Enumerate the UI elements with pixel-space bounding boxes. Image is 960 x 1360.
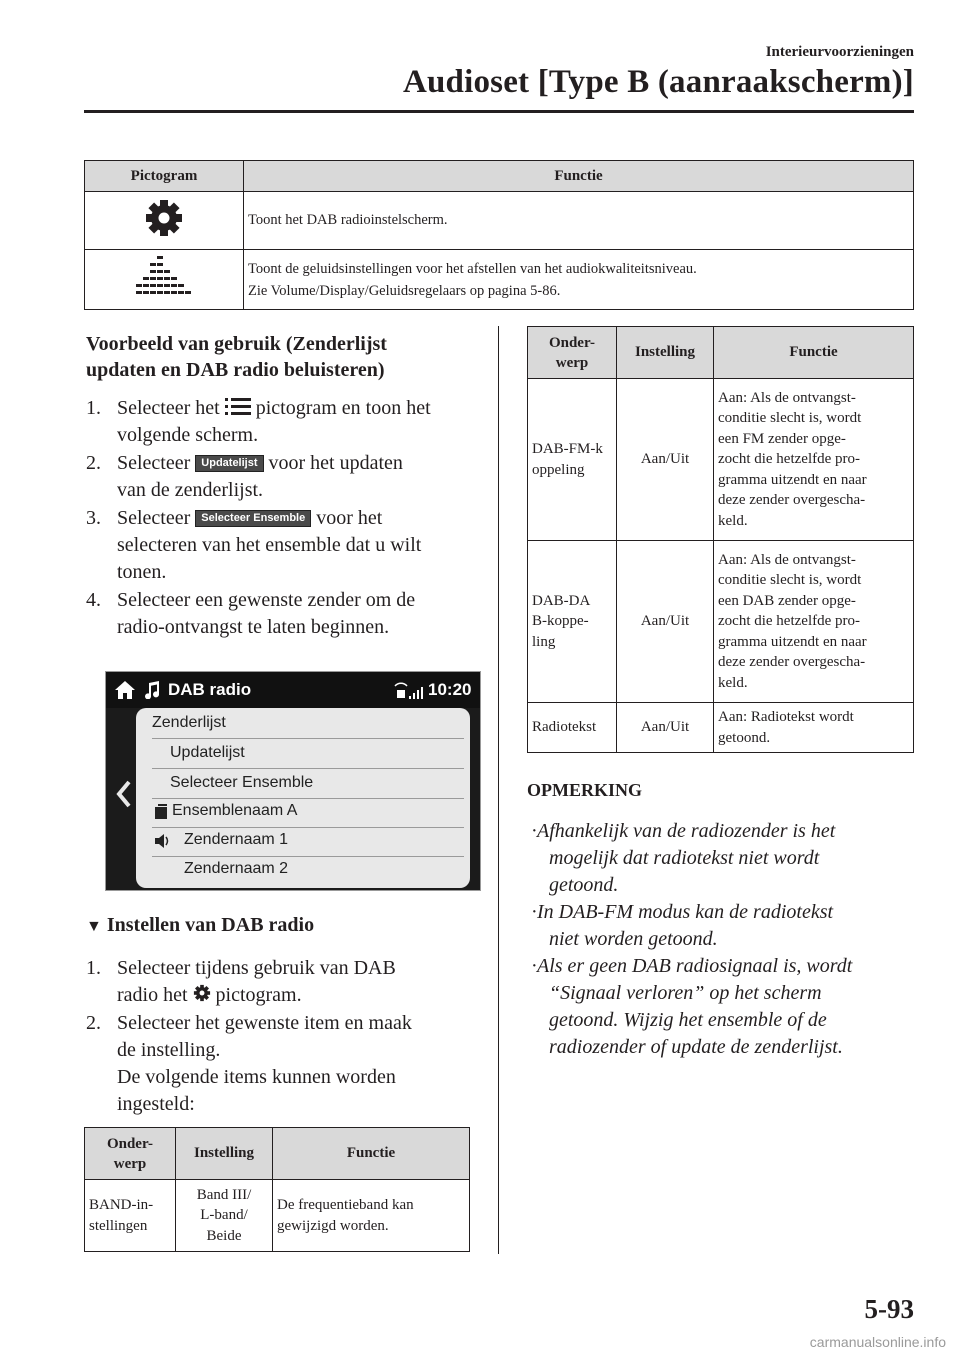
- screen-header: [106, 672, 480, 708]
- gear-icon-cell: [85, 192, 244, 250]
- example-heading: Voorbeeld van gebruik (Zenderlijst updaten en DAB radio beluisteren): [86, 333, 387, 381]
- step-number: 1.: [86, 957, 101, 979]
- screen-title: DAB radio: [168, 680, 252, 699]
- col-pictogram: Pictogram: [85, 161, 244, 192]
- speaker-icon: [154, 833, 172, 849]
- list-item-zender-1[interactable]: Zendernaam 1: [184, 831, 289, 848]
- note-item: · Afhankelijk van de radiozender is het mogelijk dat radiotekst niet wordt getoond.: [531, 820, 836, 896]
- page-title: Audioset [Type B (aanraakscherm)]: [402, 64, 914, 100]
- gear-icon: [144, 198, 184, 238]
- list-item-zender-2[interactable]: Zendernaam 2: [184, 860, 289, 877]
- functie-cell: Aan: Radiotekst wordt getoond.: [714, 703, 914, 753]
- functie-cell: Toont de geluidsinstellingen voor het afstellen van het audiokwaliteitsniveau. Zie Volume/Display/Geluidsregelaars op pagina 5-86.: [244, 250, 914, 310]
- instelling-cell: Aan/Uit: [617, 541, 714, 703]
- settings-heading: ▼ Instellen van DAB radio: [86, 914, 315, 936]
- step-2: Selecteer Updatelijst voor het updaten van de zenderlijst.: [117, 452, 403, 501]
- screen-time: 10:20: [428, 680, 472, 699]
- list-item-updatelijst[interactable]: Updatelijst: [170, 744, 245, 761]
- note-item: · Als er geen DAB radiosignaal is, wordt “Signaal verloren” op het scherm getoond. Wijzig het ensemble of de radiozender of update de zenderlijst.: [531, 955, 853, 1058]
- column-divider: [498, 326, 499, 1254]
- instelling-cell: Aan/Uit: [617, 379, 714, 541]
- note-title: OPMERKING: [527, 780, 642, 800]
- home-icon: [114, 680, 136, 700]
- col-onderwerp: Onder- werp: [528, 327, 617, 379]
- note-item: · In DAB-FM modus kan de radiotekst niet worden getoond.: [531, 901, 834, 950]
- onderwerp-cell: BAND-in- stellingen: [85, 1180, 176, 1252]
- back-chevron-icon[interactable]: [116, 780, 132, 808]
- step-3: Selecteer Selecteer Ensemble voor het selecteren van het ensemble dat u wilt tonen.: [117, 507, 422, 583]
- col-instelling: Instelling: [176, 1128, 273, 1180]
- col-instelling: Instelling: [617, 327, 714, 379]
- col-functie: Functie: [273, 1128, 470, 1180]
- onderwerp-cell: DAB-FM-k oppeling: [528, 379, 617, 541]
- col-onderwerp: Onder- werp: [85, 1128, 176, 1180]
- col-functie: Functie: [244, 161, 914, 192]
- equalizer-icon-cell: [85, 250, 244, 310]
- title-rule: [84, 110, 914, 113]
- dab-radio-screen: [105, 671, 481, 891]
- functie-cell: Toont het DAB radioinstelscherm.: [244, 192, 914, 250]
- updatelijst-button: Updatelijst: [195, 455, 263, 472]
- onderwerp-cell: Radiotekst: [528, 703, 617, 753]
- signal-icon: [394, 678, 424, 702]
- list-icon: [225, 396, 251, 416]
- equalizer-icon: [136, 254, 192, 300]
- step-number: 2.: [86, 1012, 101, 1034]
- band-settings-table: [84, 1127, 470, 1252]
- step-1: Selecteer het pictogram en toon het volgende scherm.: [117, 397, 431, 446]
- dab-settings-table: [527, 326, 914, 753]
- list-item-selecteer-ensemble[interactable]: Selecteer Ensemble: [170, 774, 314, 791]
- ensemble-icon: [154, 804, 168, 820]
- settings-step-1: Selecteer tijdens gebruik van DAB radio het pictogram.: [117, 957, 396, 1006]
- functie-cell: Aan: Als de ontvangst- conditie slecht is, wordt een FM zender opge- zocht die hetzelfde pro- gramma uitzendt en naar deze zender overgescha- keld.: [714, 379, 914, 541]
- step-number: 3.: [86, 507, 101, 529]
- settings-step-2: Selecteer het gewenste item en maak de instelling. De volgende items kunnen worden ingesteld:: [117, 1012, 412, 1115]
- page-number: 5-93: [864, 1294, 914, 1324]
- music-note-icon: [144, 681, 160, 699]
- functie-cell: De frequentieband kan gewijzigd worden.: [273, 1180, 470, 1252]
- list-header: Zenderlijst: [152, 714, 226, 731]
- screen-list: [142, 709, 464, 887]
- instelling-cell: Aan/Uit: [617, 703, 714, 753]
- section-title: Interieurvoorzieningen: [765, 44, 914, 60]
- step-number: 1.: [86, 397, 101, 419]
- step-4: Selecteer een gewenste zender om de radio-ontvangst te laten beginnen.: [117, 589, 416, 638]
- step-number: 2.: [86, 452, 101, 474]
- pictogram-table: [84, 160, 914, 310]
- watermark: carmanualsonline.info: [809, 1334, 946, 1350]
- onderwerp-cell: DAB-DA B-koppe- ling: [528, 541, 617, 703]
- functie-cell: Aan: Als de ontvangst- conditie slecht is, wordt een DAB zender opge- zocht die hetzelfde pro- gramma uitzendt en naar deze zender overgescha- keld.: [714, 541, 914, 703]
- gear-icon: [193, 984, 211, 1002]
- selecteer-ensemble-button: Selecteer Ensemble: [195, 510, 311, 527]
- col-functie: Functie: [714, 327, 914, 379]
- step-number: 4.: [86, 589, 101, 611]
- instelling-cell: Band III/ L-band/ Beide: [176, 1180, 273, 1252]
- list-item-ensemble[interactable]: Ensemblenaam A: [172, 802, 298, 819]
